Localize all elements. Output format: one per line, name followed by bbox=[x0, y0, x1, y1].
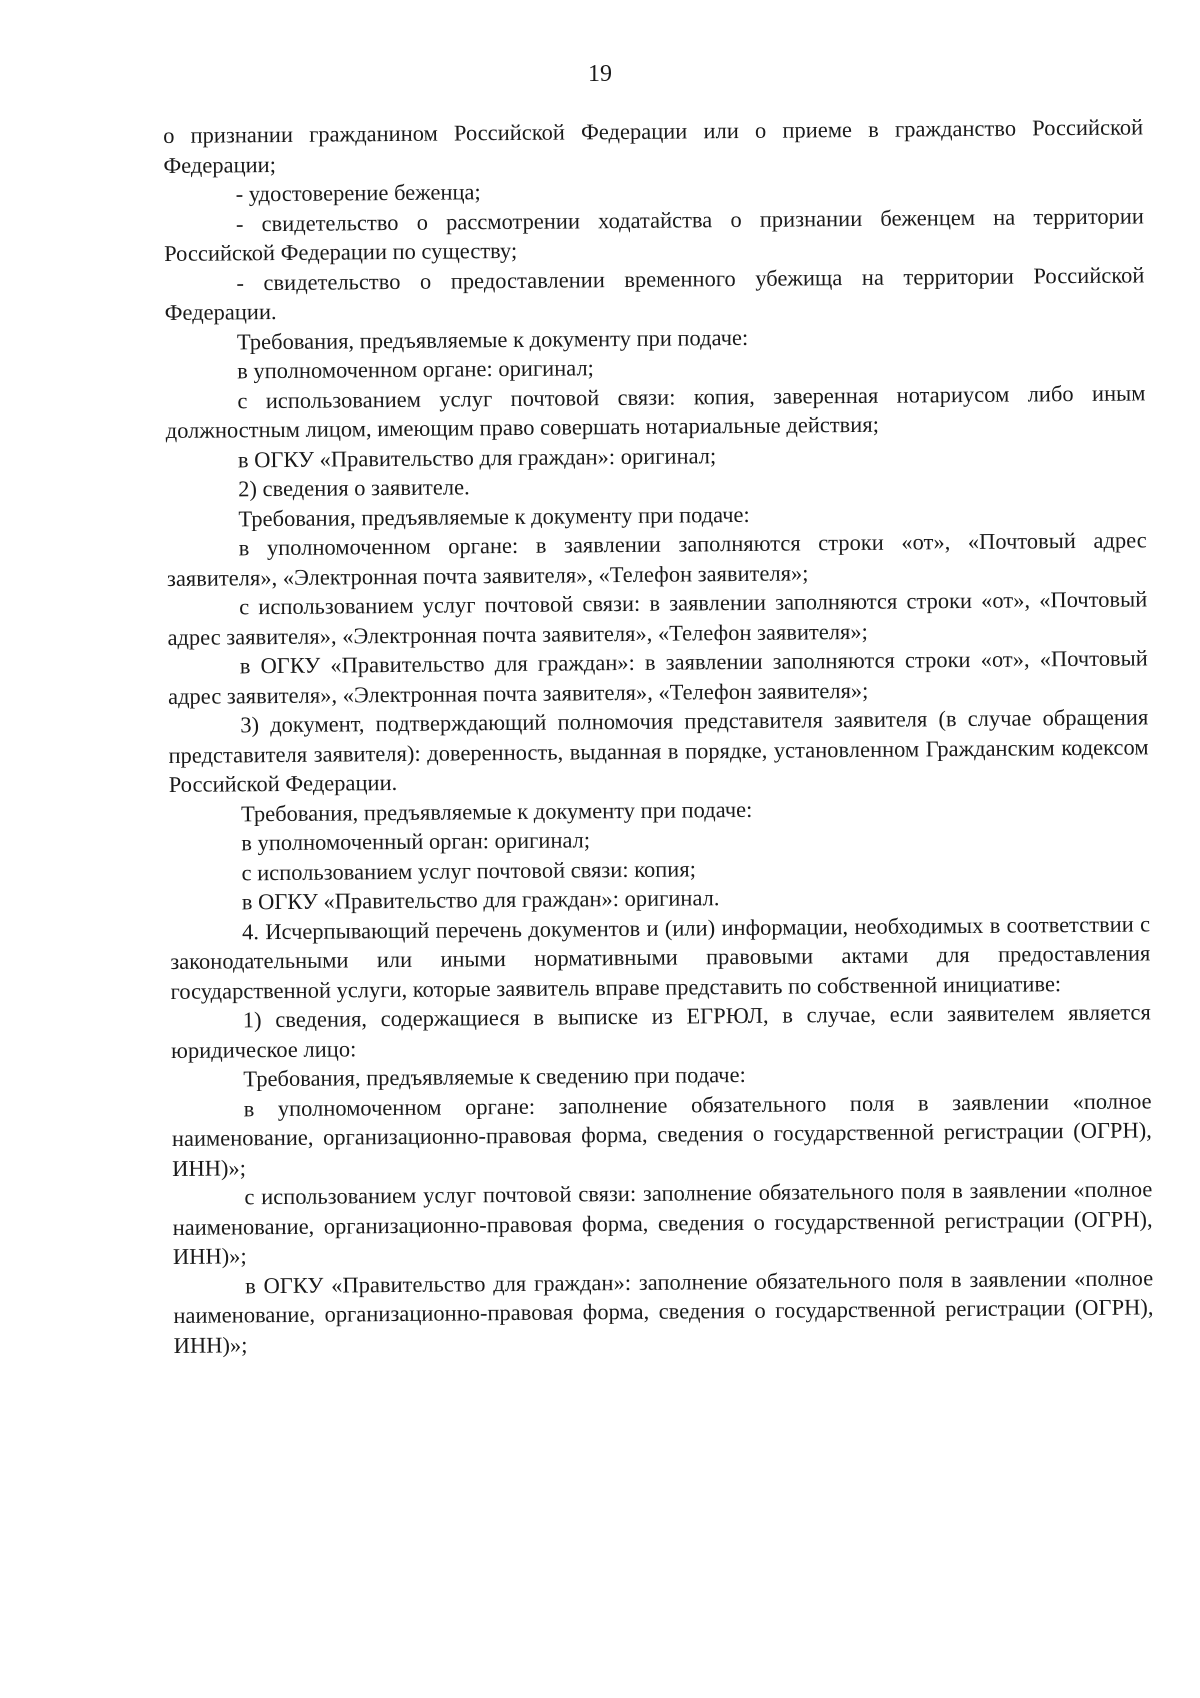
paragraph: с использованием услуг почтовой связи: в заявлении заполняются строки «от», «Почтовый адрес заявителя», «Электронная почта заявителя», «Телефон заявителя»; bbox=[167, 586, 1148, 650]
paragraph: - свидетельство о рассмотрении ходатайства о признании беженцем на территории Российской Федерации по существу; bbox=[164, 202, 1144, 266]
paragraph: с использованием услуг почтовой связи: копия, заверенная нотариусом либо иным должностным лицом, имеющим право совершать нотариальные действия; bbox=[165, 379, 1146, 443]
paragraph: с использованием услуг почтовой связи: заполнение обязательного поля в заявлении «полное наименование, организационно-правовая форма, сведения о государственной регистрации (ОГРН), ИНН)»; bbox=[172, 1176, 1153, 1269]
paragraph: в ОГКУ «Правительство для граждан»: оригинал; bbox=[237, 442, 717, 472]
paragraph: - удостоверение беженца; bbox=[235, 179, 481, 207]
paragraph: в уполномоченном органе: в заявлении заполняются строки «от», «Почтовый адрес заявителя», «Электронная почта заявителя», «Телефон заявителя»; bbox=[166, 527, 1147, 591]
paragraph: 3) документ, подтверждающий полномочия представителя заявителя (в случае обращения представителя заявителя): доверенность, выданная в порядке, установленном Гражданским кодексом Российской Федерации. bbox=[168, 704, 1149, 797]
paragraph: в ОГКУ «Правительство для граждан»: в заявлении заполняются строки «от», «Почтовый адрес заявителя», «Электронная почта заявителя», «Телефон заявителя»; bbox=[167, 645, 1148, 709]
paragraph: о признании гражданином Российской Федерации или о приеме в гражданство Российской Федерации; bbox=[163, 114, 1144, 178]
paragraph: в уполномоченном органе: заполнение обязательного поля в заявлении «полное наименование, организационно-правовая форма, сведения о государственной регистрации (ОГРН), ИНН)»; bbox=[171, 1087, 1152, 1181]
paragraph: 1) сведения, содержащиеся в выписке из ЕГРЮЛ, в случае, если заявителем является юридическое лицо: bbox=[170, 999, 1151, 1063]
paragraph: 2) сведения о заявителе. bbox=[238, 474, 470, 502]
paragraph: Требования, предъявляемые к сведению при подаче: bbox=[243, 1061, 746, 1092]
page-number: 19 bbox=[588, 61, 612, 87]
document-body bbox=[163, 112, 1154, 1360]
paragraph: в ОГКУ «Правительство для граждан»: оригинал. bbox=[241, 885, 720, 915]
paragraph: Требования, предъявляемые к документу при подаче: bbox=[236, 324, 749, 354]
paragraph: 4. Исчерпывающий перечень документов и (или) информации, необходимых в соответствии с законодательными или иными нормативными правовыми актами для предоставления государственной услуги, которые заявитель вправе представить по собственной инициативе: bbox=[170, 910, 1151, 1004]
paragraph: в ОГКУ «Правительство для граждан»: заполнение обязательного поля в заявлении «полное наименование, организационно-правовая форма, сведения о государственной регистрации (ОГРН), ИНН)»; bbox=[173, 1264, 1154, 1358]
paragraph: с использованием услуг почтовой связи: копия; bbox=[241, 855, 696, 885]
paragraph: в уполномоченный орган: оригинал; bbox=[241, 827, 591, 856]
paragraph: - свидетельство о предоставлении временного убежища на территории Российской Федерации. bbox=[164, 261, 1145, 325]
paragraph: Требования, предъявляемые к документу при подаче: bbox=[240, 796, 753, 826]
paragraph: в уполномоченном органе: оригинал; bbox=[237, 355, 594, 384]
paragraph: Требования, предъявляемые к документу при подаче: bbox=[238, 501, 750, 531]
